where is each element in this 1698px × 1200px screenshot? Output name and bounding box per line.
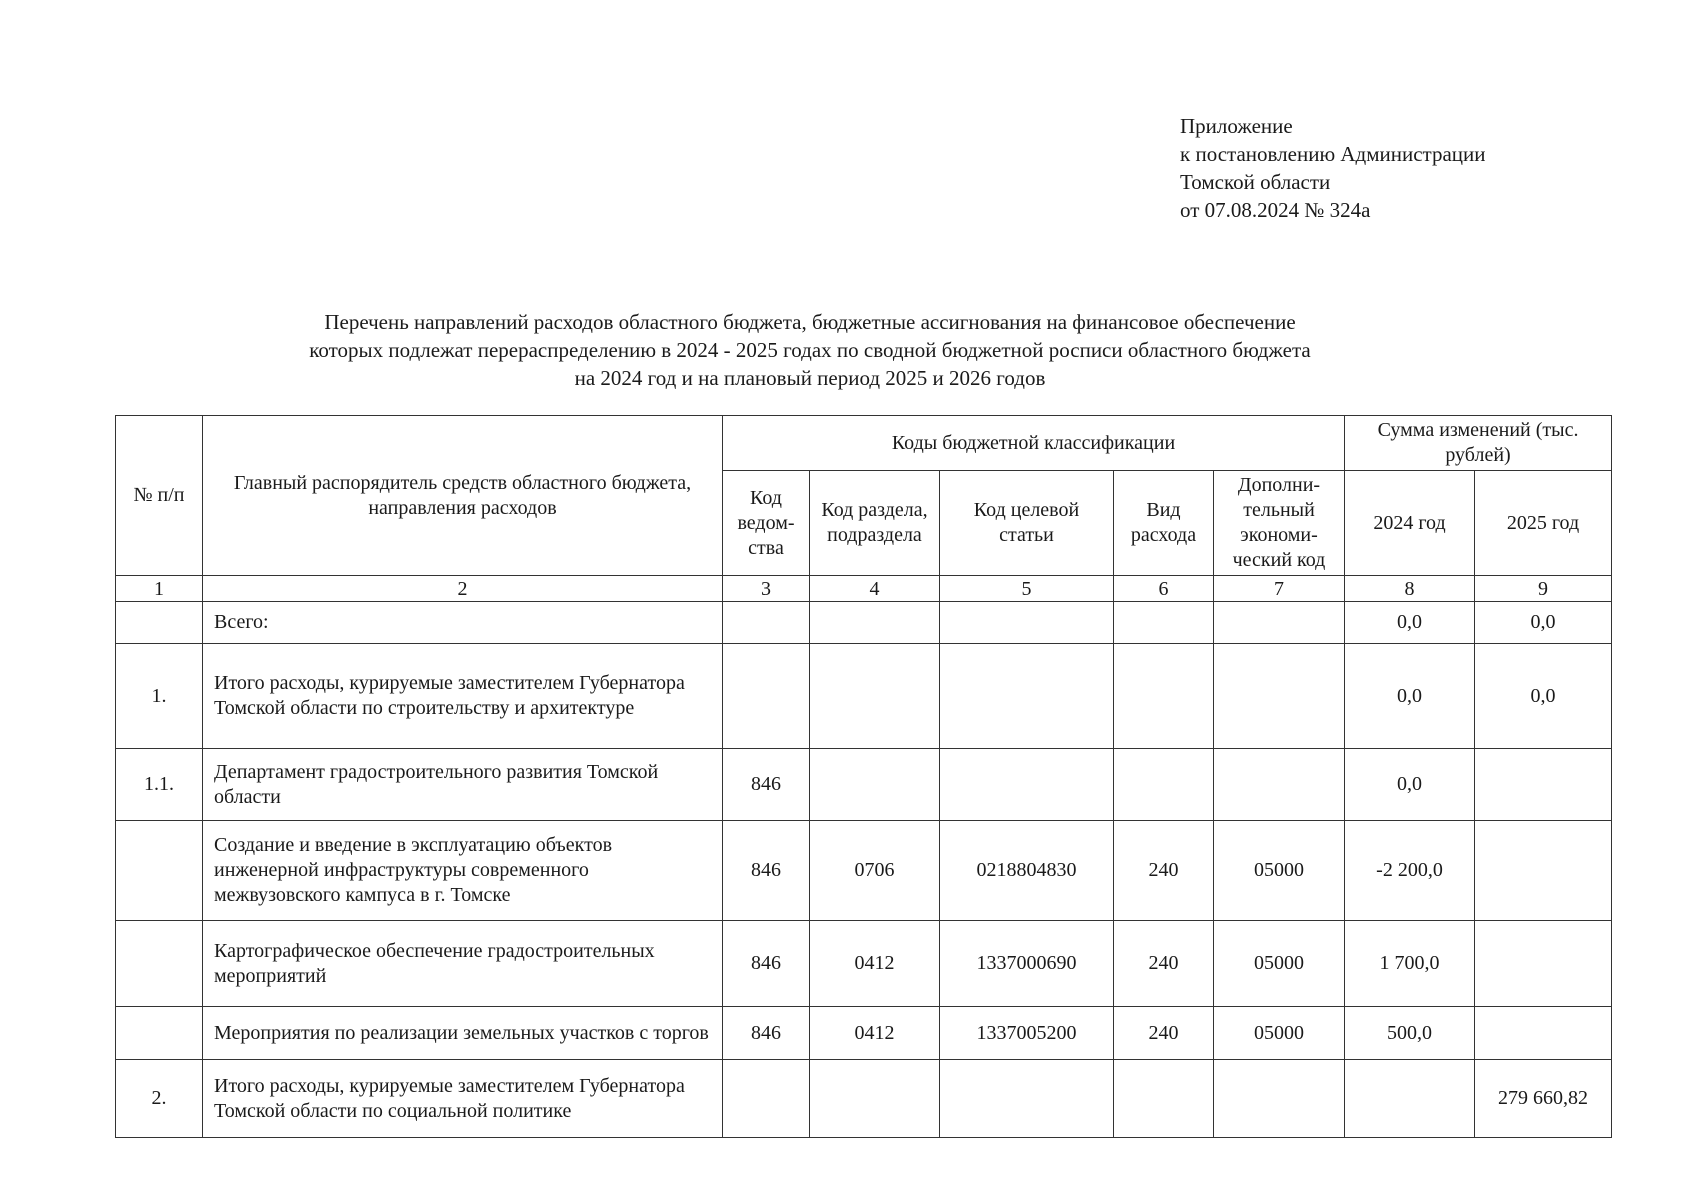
row-csr (940, 749, 1114, 821)
row-ved: 846 (723, 749, 810, 821)
row-name: Мероприятия по реализации земельных участков с торгов (203, 1007, 723, 1060)
column-number: 3 (723, 576, 810, 602)
row-ved: 846 (723, 921, 810, 1007)
table-row (116, 1060, 1612, 1138)
column-number: 6 (1114, 576, 1214, 602)
title-line: которых подлежат перераспределению в 2024 - 2025 годах по сводной бюджетной росписи областного бюджета (309, 338, 1311, 362)
row-ved: 846 (723, 821, 810, 921)
row-razdel (810, 644, 940, 749)
header-sum: Сумма изменений (тыс. рублей) (1345, 416, 1612, 471)
table-row (116, 821, 1612, 921)
row-dop (1214, 749, 1345, 821)
column-number: 8 (1345, 576, 1475, 602)
row-2025 (1475, 1007, 1612, 1060)
column-number: 4 (810, 576, 940, 602)
row-vr (1114, 602, 1214, 644)
document-title (160, 308, 1460, 392)
row-dop: 05000 (1214, 1007, 1345, 1060)
column-number-row (116, 576, 1612, 602)
appendix-line: Приложение (1180, 114, 1293, 138)
row-csr (940, 644, 1114, 749)
row-name: Итого расходы, курируемые заместителем Губернатора Томской области по социальной политике (203, 1060, 723, 1138)
appendix-line: Томской области (1180, 170, 1331, 194)
appendix-header (1180, 112, 1486, 224)
title-line: на 2024 год и на плановый период 2025 и 2026 годов (574, 366, 1046, 390)
header-2025: 2025 год (1475, 471, 1612, 576)
row-2024 (1345, 1060, 1475, 1138)
row-name: Всего: (203, 602, 723, 644)
header-row (116, 416, 1612, 471)
header-name: Главный распорядитель средств областного бюджета, направления расходов (203, 416, 723, 576)
row-vr (1114, 644, 1214, 749)
row-csr: 1337000690 (940, 921, 1114, 1007)
row-2025 (1475, 749, 1612, 821)
row-csr (940, 1060, 1114, 1138)
row-2024: 1 700,0 (1345, 921, 1475, 1007)
header-2024: 2024 год (1345, 471, 1475, 576)
column-number: 7 (1214, 576, 1345, 602)
row-razdel (810, 749, 940, 821)
row-num: 2. (116, 1060, 203, 1138)
table-row (116, 1007, 1612, 1060)
row-num: 1.1. (116, 749, 203, 821)
column-number: 1 (116, 576, 203, 602)
row-razdel (810, 602, 940, 644)
row-csr (940, 602, 1114, 644)
row-dop: 05000 (1214, 921, 1345, 1007)
header-vr: Вид расхода (1114, 471, 1214, 576)
row-name: Департамент градостроительного развития Томской области (203, 749, 723, 821)
row-ved (723, 644, 810, 749)
header-razdel: Код раздела, подраздела (810, 471, 940, 576)
appendix-date-line: от 07.08.2024 № 324а (1180, 198, 1371, 222)
table-row (116, 602, 1612, 644)
header-codes: Коды бюджетной классификации (723, 416, 1345, 471)
row-razdel (810, 1060, 940, 1138)
table-row (116, 921, 1612, 1007)
row-razdel: 0706 (810, 821, 940, 921)
column-number: 2 (203, 576, 723, 602)
row-2024: 0,0 (1345, 749, 1475, 821)
row-vr: 240 (1114, 821, 1214, 921)
row-dop (1214, 1060, 1345, 1138)
row-name: Итого расходы, курируемые заместителем Губернатора Томской области по строительству и архитектуре (203, 644, 723, 749)
table-row (116, 749, 1612, 821)
row-ved (723, 602, 810, 644)
budget-table (115, 415, 1612, 1138)
row-vr (1114, 749, 1214, 821)
row-dop (1214, 644, 1345, 749)
row-2025: 0,0 (1475, 644, 1612, 749)
table-row (116, 644, 1612, 749)
row-2024: 500,0 (1345, 1007, 1475, 1060)
row-ved: 846 (723, 1007, 810, 1060)
row-2024: 0,0 (1345, 602, 1475, 644)
row-2024: -2 200,0 (1345, 821, 1475, 921)
header-num: № п/п (116, 416, 203, 576)
row-num (116, 602, 203, 644)
row-dop: 05000 (1214, 821, 1345, 921)
row-2025 (1475, 921, 1612, 1007)
row-num (116, 921, 203, 1007)
title-line: Перечень направлений расходов областного бюджета, бюджетные ассигнования на финансовое обеспечение (324, 310, 1296, 334)
column-number: 9 (1475, 576, 1612, 602)
row-csr: 1337005200 (940, 1007, 1114, 1060)
row-vr: 240 (1114, 921, 1214, 1007)
row-2025 (1475, 821, 1612, 921)
header-csr: Код целевой статьи (940, 471, 1114, 576)
appendix-line: к постановлению Администрации (1180, 142, 1486, 166)
row-csr: 0218804830 (940, 821, 1114, 921)
row-2025: 279 660,82 (1475, 1060, 1612, 1138)
row-razdel: 0412 (810, 921, 940, 1007)
row-razdel: 0412 (810, 1007, 940, 1060)
row-name: Создание и введение в эксплуатацию объектов инженерной инфраструктуры современного межвузовского кампуса в г. Томске (203, 821, 723, 921)
row-num (116, 821, 203, 921)
row-vr (1114, 1060, 1214, 1138)
header-ved: Код ведом-ства (723, 471, 810, 576)
row-name: Картографическое обеспечение градостроительных мероприятий (203, 921, 723, 1007)
row-num: 1. (116, 644, 203, 749)
row-dop (1214, 602, 1345, 644)
row-2025: 0,0 (1475, 602, 1612, 644)
row-ved (723, 1060, 810, 1138)
column-number: 5 (940, 576, 1114, 602)
row-2024: 0,0 (1345, 644, 1475, 749)
header-dop: Дополни-тельный экономи-ческий код (1214, 471, 1345, 576)
row-num (116, 1007, 203, 1060)
row-vr: 240 (1114, 1007, 1214, 1060)
